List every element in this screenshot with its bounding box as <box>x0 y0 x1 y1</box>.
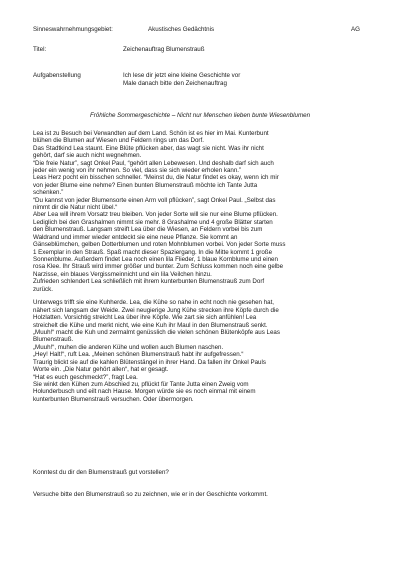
story-line: jeder ein wenig von ihr nehmen. So viel, dass sie sich wieder erholen kann.” <box>33 167 242 175</box>
story-line: den Blumenstrauß. Langsam streift Lea über die Wiesen, an Feldern vorbei bis zum <box>33 226 263 234</box>
task-row <box>33 72 363 88</box>
story-line: zurück. <box>33 285 53 293</box>
story-line: “Du kannst von jeder Blumensorte einen Arm voll pflücken”, sagt Onkel Paul. „Selbst das <box>33 196 276 204</box>
story-line: rosa Klee. Ihr Strauß wird immer größer und bunter. Zum Schluss kommen noch eine gelbe <box>33 263 284 271</box>
header-row <box>33 26 360 33</box>
story-line: Traurig blickt sie auf die kahlen Blütenstängel in ihrer Hand. Da fallen ihr Onkel Pauls <box>33 358 266 366</box>
story-line: Narzisse, ein blaues Vergissmeinnicht und ein lila Veilchen hinzu. <box>33 270 212 278</box>
story-line: „Muuh!“ macht die Kuh und zermalmt genüsslich die vielen schönen Blütenköpfe aus Leas <box>33 329 280 337</box>
story-line: Leas Herz pocht ein bisschen schneller. “Meinst du, die Natur findet es okay, wenn ich mir <box>33 174 279 182</box>
story-line: “Die freie Natur”, sagt Onkel Paul, “gehört allen Lebewesen. Und deshalb darf sich auch <box>33 159 274 167</box>
task-text <box>123 72 363 88</box>
story-subtitle: Fröhliche Sommergeschichte – Nicht nur Menschen lieben bunte Wiesenblumen <box>89 112 311 119</box>
subject-area-value: Akustisches Gedächtnis <box>148 26 215 33</box>
subject-area-label: Sinneswahrnehmungsgebiet: <box>33 26 113 33</box>
task-label: Aufgabenstellung <box>33 72 81 79</box>
story-line: „Muuh!“, muhen die anderen Kühe und wollen auch Blumen naschen. <box>33 343 224 351</box>
story-text <box>33 130 373 410</box>
story-line: Gänseblümchen, gelben Dotterblumen und roten Mohnblumen vorbei. Von jeder Sorte muss <box>33 241 286 249</box>
story-line: Aber Lea will ihrem Vorsatz treu bleiben. Von jeder Sorte will sie nur eine Blume pflücken. <box>33 211 278 219</box>
story-line: schenken.” <box>33 189 64 197</box>
story-line: “Hat es euch geschmeckt?”, fragt Lea. <box>33 373 138 381</box>
story-line: „Hey! Halt!“, ruft Lea. „Meinen schönen Blumenstrauß habt ihr aufgefressen.“ <box>33 351 244 359</box>
story-line: blühen die Blumen auf Wiesen und Feldern rings um das Dorf. <box>33 137 204 145</box>
story-line: von jeder Blume eine nehme? Einen bunten Blumenstrauß möchte ich Tante Jutta <box>33 181 258 189</box>
title-row <box>33 46 363 54</box>
story-line: Lea ist zu Besuch bei Verwandten auf dem Land. Schön ist es hier im Mai. Kunterbunt <box>33 130 269 137</box>
story-line: Lediglich bei den Grashalmen nimmt sie mehr. 8 Grashalme und 4 große Blätter starten <box>33 218 273 226</box>
story-line: Waldrand und immer wieder entdeckt sie eine neue Pflanze. Sie kommt an <box>33 233 238 241</box>
story-line: Holzlatten. Vorsichtig streicht Lea über ihre Köpfe. Wie zart sie sich anfühlen! Lea <box>33 314 257 322</box>
task-line-1: Ich lese dir jetzt eine kleine Geschichte vor <box>123 72 241 79</box>
story-paragraph <box>33 130 373 293</box>
story-line: kunterbunten Blumenstrauß versuchen. Oder übermorgen. <box>33 395 194 403</box>
story-line: streichelt die Kühe und merkt nicht, wie eine Kuh ihr Maul in den Blumenstrauß senkt. <box>33 321 268 329</box>
story-line: Zufrieden schlendert Lea schließlich mit ihrem kunterbunten Blumenstrauß zum Dorf <box>33 278 265 286</box>
subject-code: AG <box>351 26 360 33</box>
story-line: Blumenstrauß. <box>33 336 74 344</box>
story-line: nimmt dir die Natur nicht übel.“ <box>33 204 118 212</box>
question-draw: Versuche bitte den Blumenstrauß so zu zeichnen, wie er in der Geschichte vorkommt. <box>33 491 268 498</box>
story-line: Unterwegs trifft sie eine Kuhherde. Lea, die Kühe so nahe in echt noch nie gesehen hat, <box>33 299 275 307</box>
story-paragraph <box>33 299 373 403</box>
title-label: Titel: <box>33 46 47 53</box>
story-line: Das Stadtkind Lea staunt. Eine Blüte pflücken aber, das wagt sie nicht. Was ihr nicht <box>33 144 264 152</box>
title-value: Zeichenauftrag Blumenstrauß <box>123 46 205 53</box>
task-line-2: Male danach bitte den Zeichenauftrag <box>123 80 227 87</box>
story-line: Sie winkt den Kühen zum Abschied zu, pflückt für Tante Jutta einen Zweig vom <box>33 380 249 388</box>
story-line: 1 Exemplar in den Strauß. Spaß macht dieser Spaziergang. In die Mitte kommt 1 große <box>33 248 273 256</box>
question-imagine: Konntest du dir den Blumenstrauß gut vorstellen? <box>33 469 169 476</box>
story-line: Holunderbusch und eilt nach Hause. Morgen würde sie es noch einmal mit einem <box>33 388 256 396</box>
story-line: nähert sich langsam der Weide. Zwei neugierige Jung Kühe strecken ihre Köpfe durch die <box>33 306 279 314</box>
story-line: Sonnenblume. Außerdem findet Lea noch einen lila Flieder, 1 blaue Kornblume und einen <box>33 255 278 263</box>
story-line: gehört, darf sie auch nicht wegnehmen. <box>33 152 142 160</box>
story-line: Worte ein. „Die Natur gehört allen“, hat er gesagt. <box>33 366 169 374</box>
